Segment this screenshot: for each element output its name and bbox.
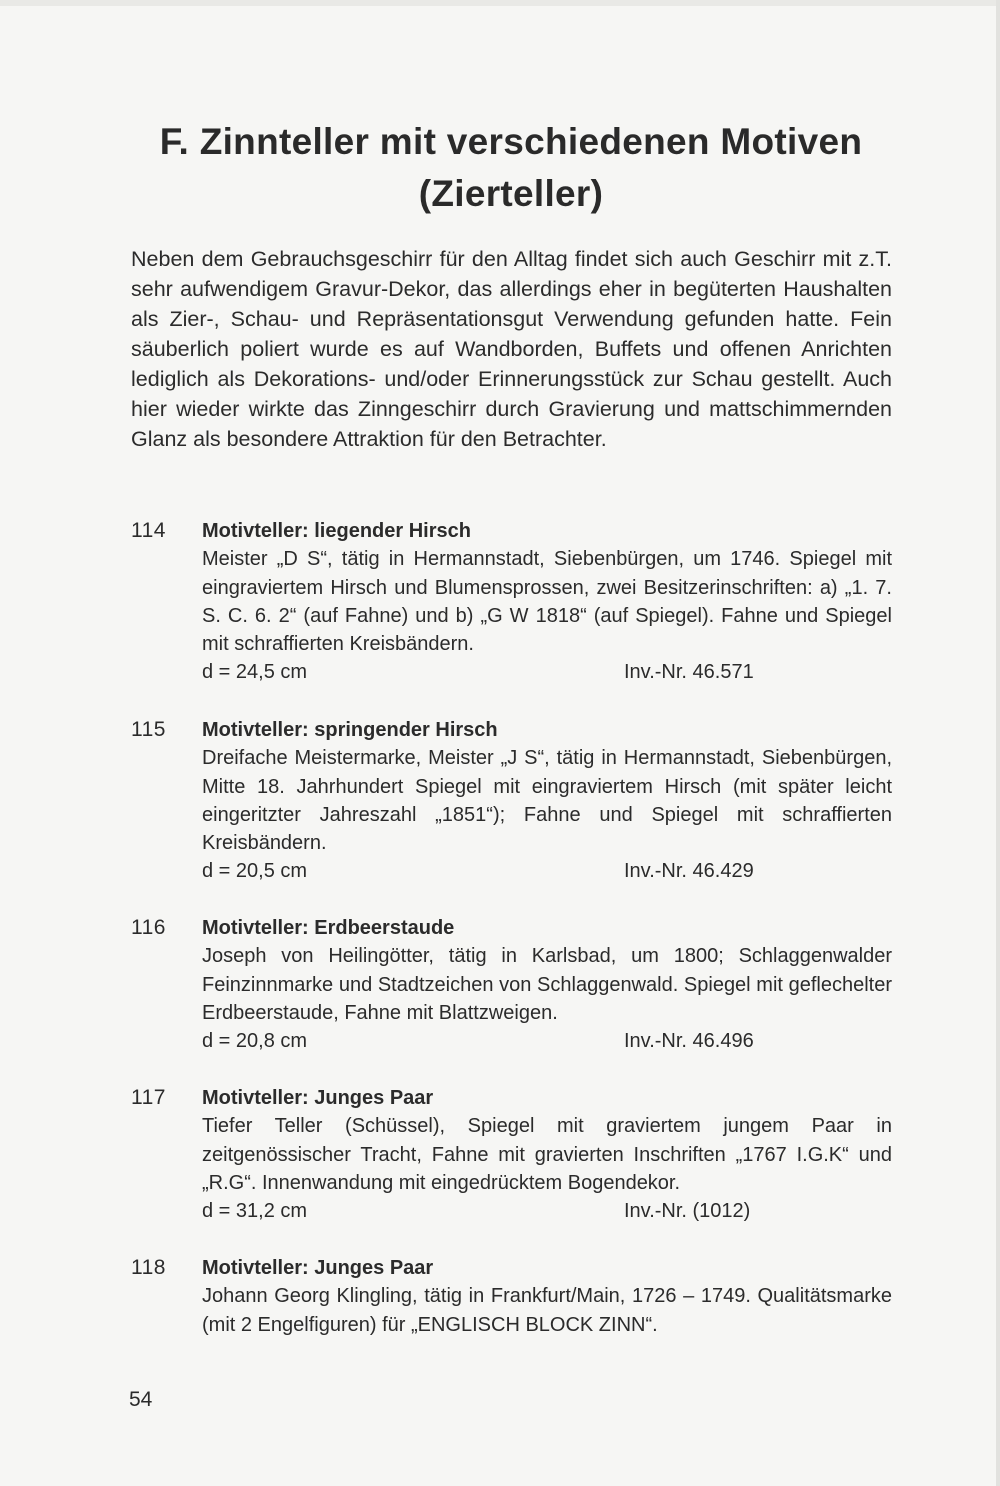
page-number: 54: [129, 1388, 153, 1411]
entry-body: [202, 914, 892, 1055]
entry-inventory-number: Inv.-Nr. (1012): [624, 1200, 751, 1223]
entry-inventory-number: Inv.-Nr. 46.496: [624, 1030, 754, 1053]
entry-description: Tiefer Teller (Schüssel), Spiegel mit graviertem jungem Paar in zeitgenössischer Tracht, Fahne mit gravierten Inschriften „1767 I.G.K“ und „R.G“. Innenwandung mit eingedrücktem Bogendekor.: [202, 1115, 892, 1194]
page-top-edge: [0, 0, 1000, 6]
section-heading-line-2: (Zierteller): [418, 173, 604, 214]
intro-paragraph: Neben dem Gebrauchsgeschirr für den Alltag findet sich auch Geschirr mit z.T. sehr aufwendigem Gravur-Dekor, das allerdings eher in begüterten Haushalten als Zier-, Schau- und Repräsentationsgut Verwendung gefunden hatte. Fein säuberlich poliert wurde es auf Wandborden, Buffets und offenen Anrichten lediglich als Dekorations- und/oder Erinnerungsstück zur Schau gestellt. Auch hier wieder wirkte das Zinngeschirr durch Gravierung und mattschimmernden Glanz als besondere Attraktion für den Betrachter.: [131, 247, 892, 451]
entry-meta: [202, 857, 892, 885]
entry-description: Johann Georg Klingling, tätig in Frankfurt/Main, 1726 – 1749. Qualitätsmarke (mit 2 Engelfiguren) für „ENGLISCH BLOCK ZINN“.: [202, 1285, 892, 1336]
entry-title: Motivteller: springender Hirsch: [202, 719, 498, 741]
entry-body: [202, 716, 892, 885]
entry-inventory-number: Inv.-Nr. 46.571: [624, 661, 754, 684]
page-right-edge: [996, 0, 1000, 1486]
entry-body: [202, 1084, 892, 1225]
entry-inventory-number: Inv.-Nr. 46.429: [624, 860, 754, 883]
entry-number: 116: [131, 916, 166, 939]
entry-title: Motivteller: Erdbeerstaude: [202, 917, 455, 939]
entry-diameter: d = 24,5 cm: [202, 661, 308, 684]
entry-title: Motivteller: Junges Paar: [202, 1087, 434, 1109]
entry-number: 114: [131, 519, 166, 542]
entry-body: [202, 1254, 892, 1339]
entry-title: Motivteller: liegender Hirsch: [202, 520, 471, 542]
entry-body: [202, 517, 892, 686]
entry-meta: [202, 1027, 892, 1055]
entry-diameter: d = 20,8 cm: [202, 1030, 308, 1053]
section-heading: [100, 116, 922, 220]
entry-number: 118: [131, 1256, 166, 1279]
section-heading-line-1: F. Zinnteller mit verschiedenen Motiven: [159, 121, 863, 162]
entry-number: 117: [131, 1086, 166, 1109]
entry-number: 115: [131, 718, 166, 741]
entry-meta: [202, 658, 892, 686]
entry-title: Motivteller: Junges Paar: [202, 1257, 434, 1279]
entry-diameter: d = 31,2 cm: [202, 1200, 308, 1223]
entry-description: Joseph von Heilingötter, tätig in Karlsbad, um 1800; Schlaggenwalder Feinzinnmarke und Stadtzeichen von Schlaggenwald. Spiegel mit geflechelter Erdbeerstaude, Fahne mit Blattzweigen.: [202, 945, 892, 1024]
entry-description: Meister „D S“, tätig in Hermannstadt, Siebenbürgen, um 1746. Spiegel mit eingraviertem Hirsch und Blumensprossen, zwei Besitzerinschriften: a) „1. 7. S. C. 6. 2“ (auf Fahne) und b) „G W 1818“ (auf Spiegel). Fahne und Spiegel mit schraffierten Kreisbändern.: [202, 548, 892, 656]
entry-diameter: d = 20,5 cm: [202, 860, 308, 883]
entry-description: Dreifache Meistermarke, Meister „J S“, tätig in Hermannstadt, Siebenbürgen, Mitte 18. Jahrhundert Spiegel mit eingraviertem Hirsch (mit später leicht eingeritzter Jahreszahl „1851“); Fahne und Spiegel mit schraffierten Kreisbändern.: [202, 747, 892, 855]
entry-meta: [202, 1197, 892, 1225]
